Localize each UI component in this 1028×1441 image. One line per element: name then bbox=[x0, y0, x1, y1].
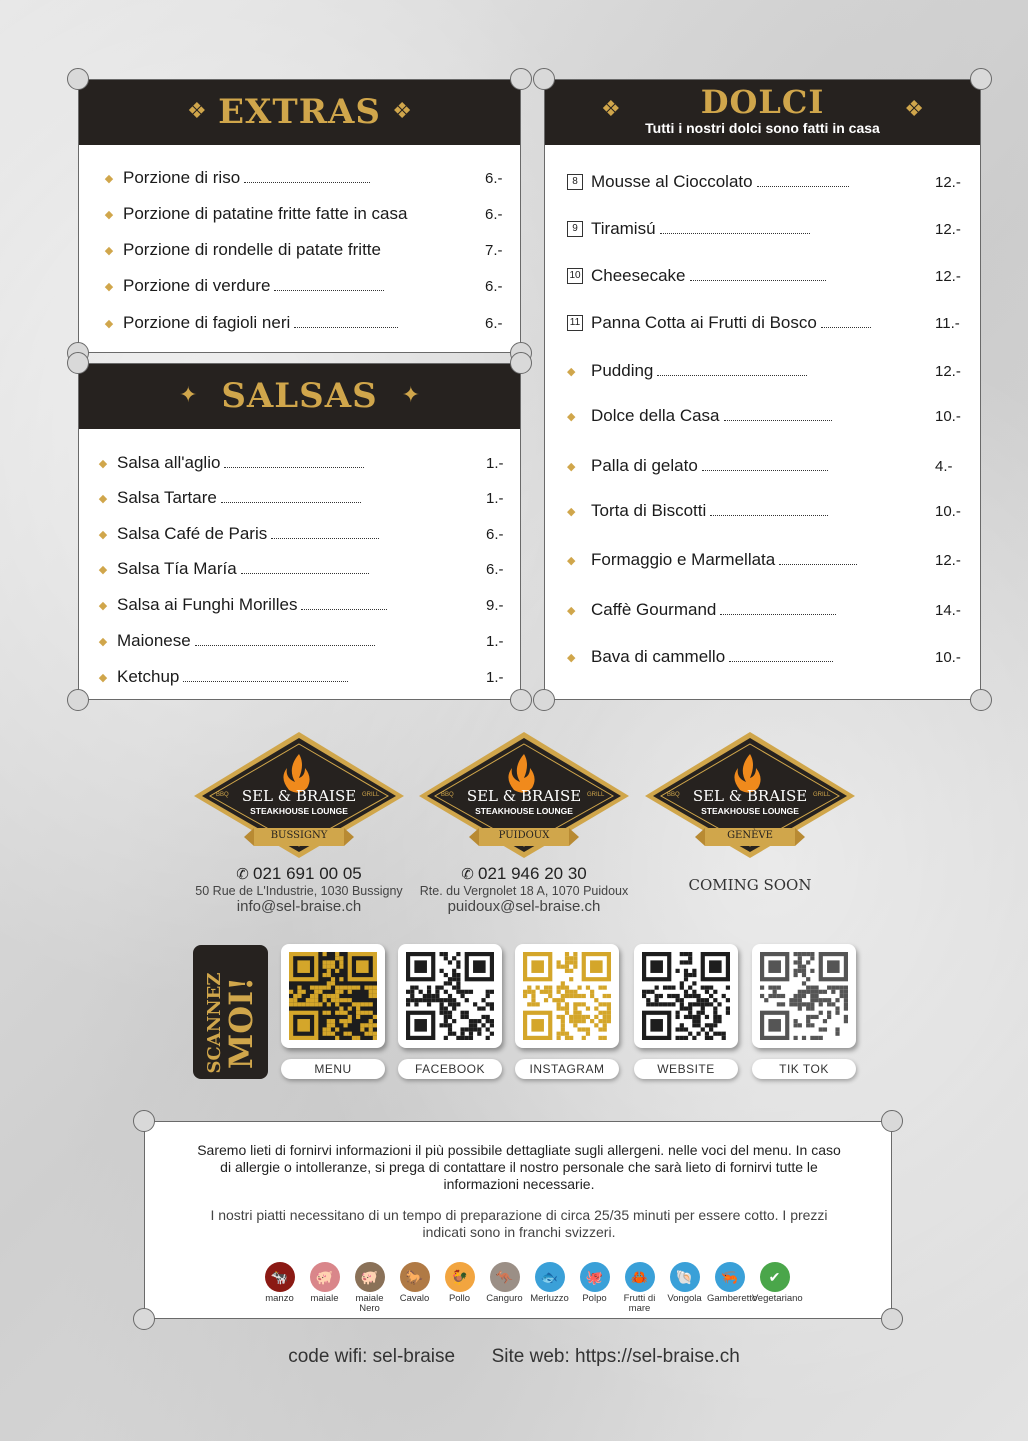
diamond-bullet-icon: ◆ bbox=[104, 244, 114, 257]
dolci-header bbox=[545, 80, 980, 145]
scan-me-badge bbox=[193, 945, 268, 1079]
salsa-item bbox=[93, 559, 520, 579]
animal-icon: 🐚 bbox=[670, 1262, 700, 1292]
extras-header bbox=[79, 80, 520, 145]
item-price: 12.- bbox=[935, 552, 961, 569]
item-name: Caffè Gourmand bbox=[591, 600, 717, 619]
extras-title: EXTRAS bbox=[218, 92, 381, 132]
email-link[interactable]: info@sel-braise.ch bbox=[236, 898, 362, 915]
ornament-icon: ✦ bbox=[179, 382, 198, 407]
allergen-manzo bbox=[257, 1262, 302, 1314]
animal-icon: 🐟 bbox=[535, 1262, 565, 1292]
brand-name: SEL & BRAISE bbox=[466, 787, 582, 805]
item-name: Porzione di verdure bbox=[123, 276, 271, 295]
allergen-cavalo bbox=[392, 1262, 437, 1314]
qr-label: FACEBOOK bbox=[398, 1059, 502, 1079]
item-name: Salsa Tía María bbox=[117, 559, 237, 578]
allergen-label: maiale Nero bbox=[355, 1293, 384, 1314]
brand-tagline: STEAKHOUSE LOUNGE bbox=[250, 806, 348, 816]
item-price: 12.- bbox=[935, 363, 961, 380]
item-price: 1.- bbox=[486, 669, 504, 686]
diamond-bullet-icon: ◆ bbox=[567, 651, 576, 664]
diamond-bullet-icon: ◆ bbox=[104, 280, 114, 293]
item-price: 14.- bbox=[935, 602, 961, 619]
item-price: 10.- bbox=[935, 503, 961, 520]
dolci-item bbox=[567, 456, 980, 476]
address: Rte. du Vergnolet 18 A, 1070 Puidoux bbox=[419, 884, 629, 898]
scan-text: SCANNEZ bbox=[204, 972, 225, 1074]
grill-tag: GRILL bbox=[587, 792, 605, 798]
allergen-canguro bbox=[482, 1262, 527, 1314]
phone-number[interactable]: 021 946 20 30 bbox=[478, 864, 587, 883]
salsas-header bbox=[79, 364, 520, 429]
dolci-item bbox=[567, 501, 980, 521]
item-price: 6.- bbox=[485, 278, 503, 295]
item-price: 6.- bbox=[485, 206, 503, 223]
allergen-label: Polpo bbox=[582, 1293, 607, 1304]
wifi-code: code wifi: sel-braise bbox=[288, 1346, 456, 1367]
item-price: 12.- bbox=[935, 268, 961, 285]
brand-name: SEL & BRAISE bbox=[692, 787, 808, 805]
item-name: Formaggio e Marmellata bbox=[591, 550, 776, 569]
diamond-bullet-icon: ◆ bbox=[98, 457, 108, 470]
qr-code-tik-tok[interactable] bbox=[752, 944, 856, 1048]
diamond-bullet-icon: ◆ bbox=[104, 172, 114, 185]
salsa-item bbox=[93, 631, 520, 651]
email-link[interactable]: puidoux@sel-braise.ch bbox=[447, 898, 601, 915]
ornament-icon: ❖ bbox=[392, 98, 412, 123]
item-price: 6.- bbox=[486, 526, 504, 543]
allergen-frutti-di-mare bbox=[617, 1262, 662, 1314]
dolci-subtitle: Tutti i nostri dolci sono fatti in casa bbox=[645, 120, 880, 136]
diamond-bullet-icon: ◆ bbox=[567, 505, 576, 518]
allergen-label: manzo bbox=[265, 1293, 294, 1304]
allergen-label: Vegetariano bbox=[752, 1293, 803, 1304]
animal-icon: 🐓 bbox=[445, 1262, 475, 1292]
qr-code-instagram[interactable] bbox=[515, 944, 619, 1048]
item-name: Torta di Biscotti bbox=[591, 501, 707, 520]
extras-item bbox=[99, 276, 520, 296]
item-price: 1.- bbox=[486, 455, 504, 472]
item-price: 1.- bbox=[486, 633, 504, 650]
dolci-item bbox=[567, 313, 980, 333]
item-name: Pudding bbox=[591, 361, 654, 380]
item-name: Palla di gelato bbox=[591, 456, 698, 475]
animal-icon: ✔ bbox=[760, 1262, 790, 1292]
brand-tagline: STEAKHOUSE LOUNGE bbox=[701, 806, 799, 816]
allergen-maiale bbox=[302, 1262, 347, 1314]
item-name: Salsa Tartare bbox=[117, 488, 217, 507]
allergen-label: Frutti di mare bbox=[623, 1293, 656, 1314]
bbq-tag: BBQ bbox=[216, 792, 229, 798]
qr-code-website[interactable] bbox=[634, 944, 738, 1048]
phone-icon: ✆ bbox=[461, 866, 479, 883]
dolci-item bbox=[567, 266, 980, 286]
animal-icon: 🐖 bbox=[310, 1262, 340, 1292]
item-name: Salsa Café de Paris bbox=[117, 524, 268, 543]
diamond-bullet-icon: ◆ bbox=[567, 410, 576, 423]
diamond-bullet-icon: ◆ bbox=[567, 554, 576, 567]
item-number: 8 bbox=[567, 174, 583, 190]
diamond-bullet-icon: ◆ bbox=[567, 604, 576, 617]
dolci-item bbox=[567, 406, 980, 426]
allergen-label: Canguro bbox=[486, 1293, 523, 1304]
item-name: Tiramisú bbox=[591, 219, 656, 238]
item-name: Porzione di fagioli neri bbox=[123, 313, 291, 332]
item-price: 10.- bbox=[935, 408, 961, 425]
phone-icon: ✆ bbox=[236, 866, 254, 883]
location-contact bbox=[172, 864, 426, 915]
extras-item bbox=[99, 204, 520, 224]
qr-label: MENU bbox=[281, 1059, 385, 1079]
allergen-vongola bbox=[662, 1262, 707, 1314]
item-price: 11.- bbox=[935, 315, 960, 332]
animal-icon: 🐎 bbox=[400, 1262, 430, 1292]
item-name: Mousse al Cioccolato bbox=[591, 172, 753, 191]
item-number: 11 bbox=[567, 315, 583, 331]
item-price: 6.- bbox=[486, 561, 504, 578]
item-name: Salsa ai Funghi Morilles bbox=[117, 595, 298, 614]
item-price: 12.- bbox=[935, 174, 961, 191]
salsas-title: SALSAS bbox=[221, 376, 378, 416]
salsas-panel bbox=[78, 363, 521, 700]
item-number: 10 bbox=[567, 268, 583, 284]
diamond-bullet-icon: ◆ bbox=[104, 208, 114, 221]
item-name: Cheesecake bbox=[591, 266, 686, 285]
qr-code-facebook[interactable] bbox=[398, 944, 502, 1048]
dolci-item bbox=[567, 600, 980, 620]
salsa-item bbox=[93, 524, 520, 544]
prep-time-text: I nostri piatti necessitano di un tempo di preparazione di circa 25/35 minuti per essere cotto. I prezzi indicati sono in franchi svizzeri. bbox=[210, 1207, 828, 1240]
item-name: Porzione di patatine fritte fatte in casa bbox=[123, 204, 408, 223]
allergy-text: Saremo lieti di fornirvi informazioni il più possibile dettagliate sugli allergeni. nelle voci del menu. In caso di allergie o intolleranze, si prega di contattare il nostro personale che sarà lieto di fornirvi tutte le informazioni necessarie. bbox=[197, 1142, 841, 1192]
location-city: BUSSIGNY bbox=[270, 830, 328, 841]
location-city: GENÈVE bbox=[727, 830, 773, 841]
item-price: 9.- bbox=[486, 597, 504, 614]
extras-item bbox=[99, 240, 520, 260]
diamond-bullet-icon: ◆ bbox=[98, 492, 108, 505]
dolci-title: DOLCI bbox=[700, 83, 825, 121]
diamond-bullet-icon: ◆ bbox=[98, 563, 108, 576]
qr-label: INSTAGRAM bbox=[515, 1059, 619, 1079]
bbq-tag: BBQ bbox=[441, 792, 454, 798]
dolci-item bbox=[567, 172, 980, 192]
allergen-pollo bbox=[437, 1262, 482, 1314]
location-contact bbox=[397, 864, 651, 915]
item-name: Panna Cotta ai Frutti di Bosco bbox=[591, 313, 817, 332]
allergen-icons bbox=[257, 1262, 803, 1314]
item-name: Porzione di riso bbox=[123, 168, 241, 187]
item-name: Salsa all'aglio bbox=[117, 453, 221, 472]
grill-tag: GRILL bbox=[813, 792, 831, 798]
allergen-gamberetto bbox=[707, 1262, 758, 1314]
item-price: 6.- bbox=[485, 170, 503, 187]
allergen-label: Vongola bbox=[667, 1293, 702, 1304]
diamond-bullet-icon: ◆ bbox=[98, 528, 108, 541]
restaurant-logo-3 bbox=[643, 730, 857, 860]
location-city: PUIDOUX bbox=[498, 830, 550, 841]
item-name: Ketchup bbox=[117, 667, 180, 686]
diamond-bullet-icon: ◆ bbox=[567, 460, 576, 473]
bbq-tag: BBQ bbox=[667, 792, 680, 798]
animal-icon: 🦀 bbox=[625, 1262, 655, 1292]
grill-tag: GRILL bbox=[362, 792, 380, 798]
allergen-label: Gamberetto bbox=[707, 1293, 758, 1304]
diamond-bullet-icon: ◆ bbox=[98, 635, 108, 648]
salsa-item bbox=[93, 595, 520, 615]
item-number: 9 bbox=[567, 221, 583, 237]
restaurant-logo-1 bbox=[192, 730, 406, 860]
salsa-item bbox=[93, 667, 520, 687]
animal-icon: 🐖 bbox=[355, 1262, 385, 1292]
address: 50 Rue de L'Industrie, 1030 Bussigny bbox=[195, 884, 403, 898]
extras-item bbox=[99, 168, 520, 188]
qr-code-menu[interactable] bbox=[281, 944, 385, 1048]
ornament-icon: ✦ bbox=[401, 382, 420, 407]
website-link[interactable]: Site web: https://sel-braise.ch bbox=[491, 1346, 740, 1367]
animal-icon: 🦐 bbox=[715, 1262, 745, 1292]
diamond-bullet-icon: ◆ bbox=[567, 365, 576, 378]
animal-icon: 🐙 bbox=[580, 1262, 610, 1292]
dolci-panel bbox=[544, 79, 981, 700]
diamond-bullet-icon: ◆ bbox=[98, 671, 108, 684]
footer bbox=[0, 1346, 1028, 1368]
salsa-item bbox=[93, 488, 520, 508]
item-name: Dolce della Casa bbox=[591, 406, 720, 425]
allergen-label: Cavalo bbox=[399, 1293, 430, 1304]
dolci-item bbox=[567, 361, 980, 381]
item-name: Porzione di rondelle di patate fritte bbox=[123, 240, 381, 259]
ornament-icon: ❖ bbox=[904, 96, 924, 121]
item-price: 1.- bbox=[486, 490, 504, 507]
diamond-bullet-icon: ◆ bbox=[104, 317, 114, 330]
restaurant-logo-2 bbox=[417, 730, 631, 860]
allergy-notice bbox=[144, 1121, 892, 1319]
allergen-maiale-nero bbox=[347, 1262, 392, 1314]
item-name: Bava di cammello bbox=[591, 647, 726, 666]
ornament-icon: ❖ bbox=[601, 96, 621, 121]
allergen-vegetariano bbox=[752, 1262, 803, 1314]
qr-label: TIK TOK bbox=[752, 1059, 856, 1079]
allergen-merluzzo bbox=[527, 1262, 572, 1314]
diamond-bullet-icon: ◆ bbox=[98, 599, 108, 612]
salsa-item bbox=[93, 453, 520, 473]
phone-number[interactable]: 021 691 00 05 bbox=[253, 864, 362, 883]
item-price: 7.- bbox=[485, 242, 503, 259]
qr-label: WEBSITE bbox=[634, 1059, 738, 1079]
allergen-label: Merluzzo bbox=[530, 1293, 569, 1304]
animal-icon: 🐄 bbox=[265, 1262, 295, 1292]
moi-text: MOI! bbox=[222, 976, 260, 1070]
dolci-item bbox=[567, 219, 980, 239]
item-price: 4.- bbox=[935, 458, 953, 475]
location-contact bbox=[623, 864, 877, 894]
allergen-label: Pollo bbox=[448, 1293, 471, 1304]
allergen-polpo bbox=[572, 1262, 617, 1314]
allergen-label: maiale bbox=[310, 1293, 339, 1304]
extras-item bbox=[99, 313, 520, 333]
dolci-item bbox=[567, 550, 980, 570]
item-price: 10.- bbox=[935, 649, 961, 666]
animal-icon: 🦘 bbox=[490, 1262, 520, 1292]
ornament-icon: ❖ bbox=[187, 98, 207, 123]
item-price: 6.- bbox=[485, 315, 503, 332]
brand-name: SEL & BRAISE bbox=[241, 787, 357, 805]
dolci-item bbox=[567, 647, 980, 667]
brand-tagline: STEAKHOUSE LOUNGE bbox=[475, 806, 573, 816]
coming-soon: COMING SOON bbox=[688, 876, 812, 894]
extras-panel bbox=[78, 79, 521, 353]
item-name: Maionese bbox=[117, 631, 191, 650]
item-price: 12.- bbox=[935, 221, 961, 238]
